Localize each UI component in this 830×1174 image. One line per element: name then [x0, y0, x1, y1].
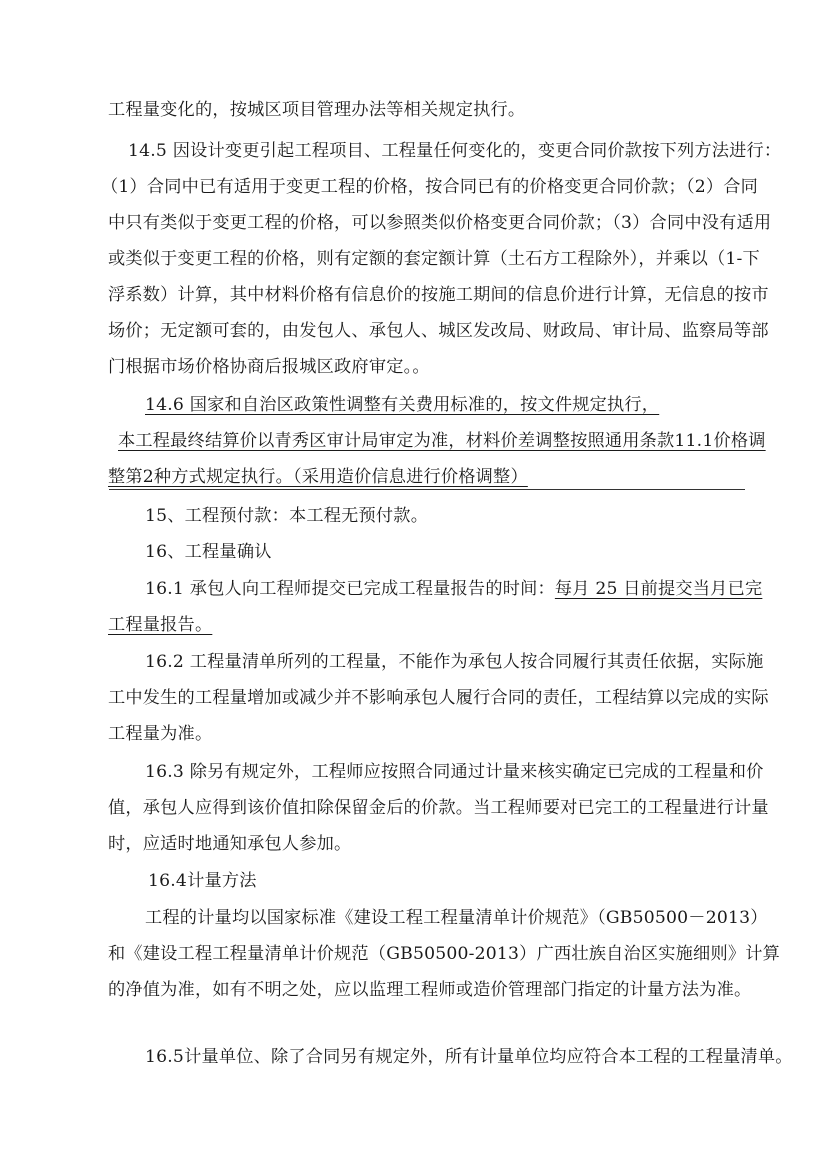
clause-16-1-text: 16.1 承包人向工程师提交已完成工程量报告的时间：: [145, 579, 555, 599]
clause-16-5: 16.5计量单位、除了合同另有规定外，所有计量单位均应符合本工程的工程量清单。: [145, 1047, 793, 1067]
clause-16-4-heading: 16.4计量方法: [148, 871, 257, 891]
text-line: 工程的计量均以国家标准《建设工程工程量清单计价规范》（GB50500－2013）: [145, 908, 768, 928]
text-line: （1）合同中已有适用于变更工程的价格，按合同已有的价格变更合同价款；（2）合同: [101, 177, 759, 197]
clause-14-6-heading: 14.6 国家和自治区政策性调整有关费用标准的，按文件规定执行，: [145, 395, 660, 415]
clause-16-2: 16.2 工程量清单所列的工程量，不能作为承包人按合同履行其责任依据，实际施: [145, 652, 764, 672]
text-line: 时，应适时地通知承包人参加。: [108, 834, 352, 854]
text-line: 和《建设工程工程量清单计价规范（GB50500-2013）广西壮族自治区实施细则》计算: [108, 944, 780, 964]
text-line: 或类似于变更工程的价格，则有定额的套定额计算（土石方工程除外），并乘以（1-下: [108, 249, 760, 269]
clause-16-1: [145, 577, 762, 601]
clause-16-heading: 16、工程量确认: [145, 542, 272, 562]
text-line: 值，承包人应得到该价值扣除保留金后的价款。当工程师要对已完工的工程量进行计量: [108, 798, 769, 818]
text-line: 中只有类似于变更工程的价格，可以参照类似价格变更合同价款；（3）合同中没有适用: [108, 213, 772, 233]
text-line: 整第2种方式规定执行。（采用造价信息进行价格调整）: [108, 467, 528, 487]
text-line: 本工程最终结算价以青秀区审计局审定为准，材料价差调整按照通用条款11.1价格调: [118, 431, 766, 451]
clause-16-1-deadline: 每月 25 日前提交当月已完: [554, 579, 763, 599]
text-line: 的净值为准，如有不明之处，应以监理工程师或造价管理部门指定的计量方法为准。: [108, 980, 752, 1000]
text-line: 工程量变化的，按城区项目管理办法等相关规定执行。: [108, 100, 526, 120]
clause-16-3: 16.3 除另有规定外，工程师应按照合同通过计量来核实确定已完成的工程量和价: [145, 762, 764, 782]
text-line: 工程量报告。: [108, 615, 213, 635]
text-line: 工中发生的工程量增加或减少并不影响承包人履行合同的责任，工程结算以完成的实际: [108, 688, 769, 708]
text-line: 浮系数）计算，其中材料价格有信息价的按施工期间的信息价进行计算，无信息的按市: [108, 285, 769, 305]
text-line: 工程量为准。: [108, 724, 213, 744]
text-line: 场价；无定额可套的，由发包人、承包人、城区发改局、财政局、审计局、监察局等部: [108, 321, 769, 341]
text-line: 门根据市场价格协商后报城区政府审定。。: [108, 357, 430, 377]
clause-14-5-heading: 14.5 因设计变更引起工程项目、工程量任何变化的，变更合同价款按下列方法进行：: [128, 141, 782, 161]
clause-15-heading: 15、工程预付款：本工程无预付款。: [145, 506, 429, 526]
